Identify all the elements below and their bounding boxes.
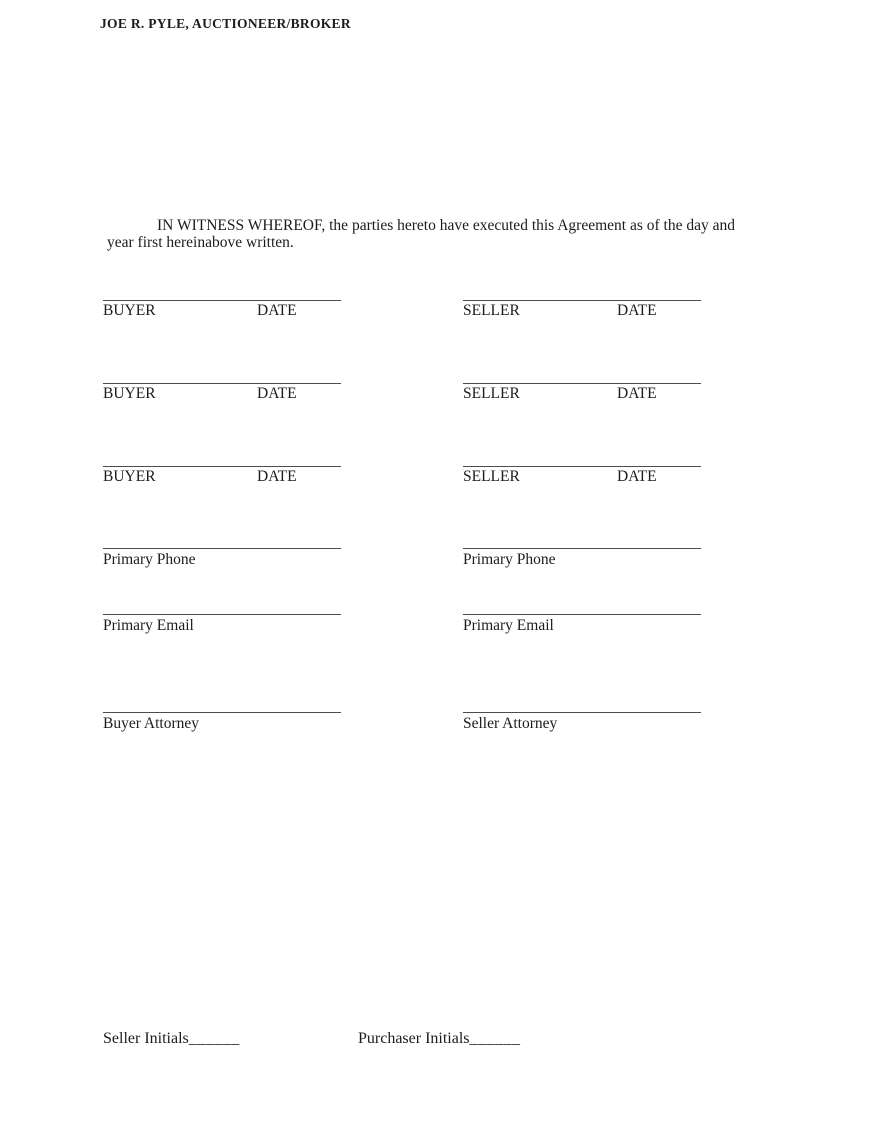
date-label: DATE bbox=[257, 302, 297, 319]
date-label: DATE bbox=[617, 468, 657, 485]
buyer-phone-block bbox=[103, 548, 341, 568]
seller-email-line bbox=[463, 614, 701, 615]
buyer-signature-line-1 bbox=[103, 300, 341, 301]
seller-label: SELLER bbox=[463, 302, 520, 319]
purchaser-initials-label: Purchaser Initials bbox=[358, 1030, 470, 1047]
buyer-signature-block-2 bbox=[103, 383, 341, 402]
seller-email-block bbox=[463, 614, 701, 634]
seller-signature-block-3 bbox=[463, 466, 701, 485]
seller-label: SELLER bbox=[463, 385, 520, 402]
buyer-email-line bbox=[103, 614, 341, 615]
buyer-signature-block-3 bbox=[103, 466, 341, 485]
buyer-signature-block-1 bbox=[103, 300, 341, 319]
seller-attorney-line bbox=[463, 712, 701, 713]
date-label: DATE bbox=[617, 302, 657, 319]
seller-signature-line-1 bbox=[463, 300, 701, 301]
date-label: DATE bbox=[257, 385, 297, 402]
buyer-label: BUYER bbox=[103, 385, 156, 402]
buyer-label: BUYER bbox=[103, 468, 156, 485]
buyer-signature-line-2 bbox=[103, 383, 341, 384]
buyer-attorney-line bbox=[103, 712, 341, 713]
buyer-label: BUYER bbox=[103, 302, 156, 319]
purchaser-initials bbox=[358, 1030, 521, 1048]
seller-signature-block-1 bbox=[463, 300, 701, 319]
primary-phone-label: Primary Phone bbox=[463, 551, 556, 568]
seller-initials-label: Seller Initials bbox=[103, 1030, 189, 1047]
document-header: JOE R. PYLE, AUCTIONEER/BROKER bbox=[100, 16, 351, 31]
date-label: DATE bbox=[617, 385, 657, 402]
seller-initials bbox=[103, 1030, 240, 1048]
seller-signature-line-2 bbox=[463, 383, 701, 384]
seller-label: SELLER bbox=[463, 468, 520, 485]
buyer-email-block bbox=[103, 614, 341, 634]
primary-email-label: Primary Email bbox=[463, 617, 554, 634]
buyer-phone-line bbox=[103, 548, 341, 549]
seller-phone-line bbox=[463, 548, 701, 549]
seller-phone-block bbox=[463, 548, 701, 568]
purchaser-initials-blank-line: ______ bbox=[469, 1030, 521, 1047]
seller-attorney-block bbox=[463, 712, 701, 732]
buyer-attorney-label: Buyer Attorney bbox=[103, 715, 199, 732]
primary-email-label: Primary Email bbox=[103, 617, 194, 634]
witness-clause-paragraph: IN WITNESS WHEREOF, the parties hereto have executed this Agreement as of the day and year first hereinabove written. bbox=[107, 217, 735, 251]
buyer-signature-line-3 bbox=[103, 466, 341, 467]
seller-initials-blank-line: ______ bbox=[188, 1030, 240, 1047]
seller-signature-block-2 bbox=[463, 383, 701, 402]
buyer-attorney-block bbox=[103, 712, 341, 732]
primary-phone-label: Primary Phone bbox=[103, 551, 196, 568]
date-label: DATE bbox=[257, 468, 297, 485]
seller-signature-line-3 bbox=[463, 466, 701, 467]
seller-attorney-label: Seller Attorney bbox=[463, 715, 558, 732]
